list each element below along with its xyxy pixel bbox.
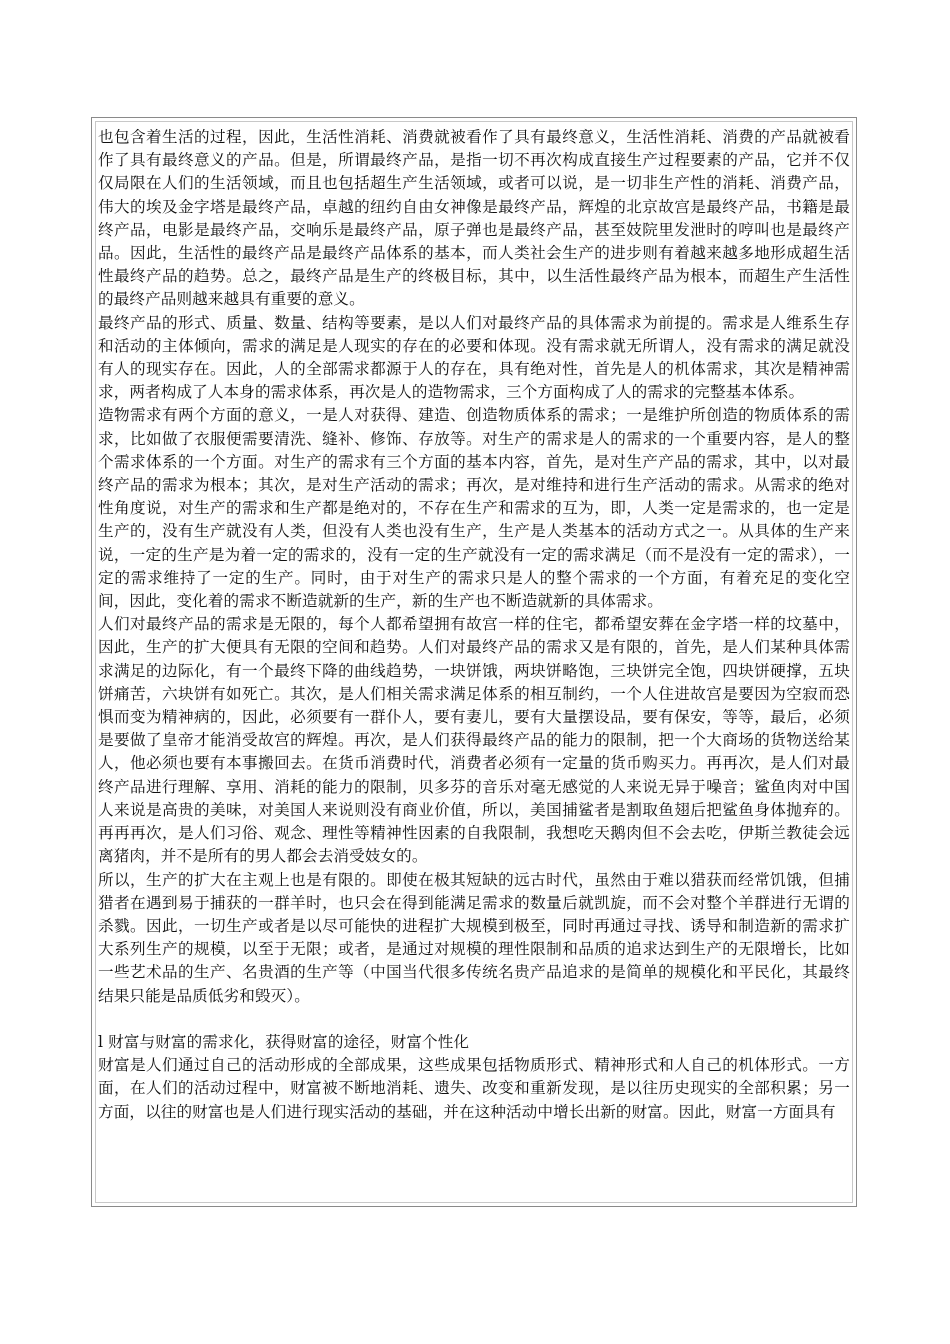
section-heading: l 财富与财富的需求化，获得财富的途径，财富个性化 bbox=[98, 1032, 470, 1051]
paragraph-2: 最终产品的形式、质量、数量、结构等要素，是以人们对最终产品的具体需求为前提的。需求是人维系生存和活动的主体倾向，需求的满足是人现实的存在的必要和体现。没有需求就无所谓人，没有需求的满足就没有人的现实存在。因此，人的全部需求都源于人的存在，具有绝对性，首先是人的机体需求，其次是精神需求，两者构成了人本身的需求体系，再次是人的造物需求，三个方面构成了人的需求的完整基本体系。 bbox=[98, 313, 850, 402]
document-frame bbox=[91, 117, 857, 1207]
paragraph-1: 也包含着生活的过程，因此，生活性消耗、消费就被看作了具有最终意义，生活性消耗、消费的产品就被看作了具有最终意义的产品。但是，所谓最终产品，是指一切不再次构成直接生产过程要素的产品，它并不仅仅局限在人们的生活领域，而且也包括超生产生活领域，或者可以说，是一切非生产性的消耗、消费产品，伟大的埃及金字塔是最终产品，卓越的纽约自由女神像是最终产品，辉煌的北京故宫是最终产品，书籍是最终产品，电影是最终产品，交响乐是最终产品，原子弹也是最终产品，甚至妓院里发泄时的哼叫也是最终产品。因此，生活性的最终产品是最终产品体系的基本，而人类社会生产的进步则有着越来越多地形成超生活性最终产品的趋势。总之，最终产品是生产的终极目标，其中，以生活性最终产品为根本，而超生产生活性的最终产品则越来越具有重要的意义。 bbox=[98, 128, 850, 309]
paragraph-3: 造物需求有两个方面的意义，一是人对获得、建造、创造物质体系的需求；一是维护所创造的物质体系的需求，比如做了衣服便需要清洗、缝补、修饰、存放等。对生产的需求是人的需求的一个重要内容，是人的整个需求体系的一个方面。对生产的需求有三个方面的基本内容，首先，是对生产产品的需求，其中，以对最终产品的需求为根本；其次，是对生产活动的需求；再次，是对维持和进行生产活动的需求。从需求的绝对性角度说，对生产的需求和生产都是绝对的，不存在生产和需求的互为，即，人类一定是需求的，也一定是生产的，没有生产就没有人类，但没有人类也没有生产，生产是人类基本的活动方式之一。从具体的生产来说，一定的生产是为着一定的需求的，没有一定的生产就没有一定的需求满足（而不是没有一定的需求），一定的需求维持了一定的生产。同时，由于对生产的需求只是人的整个需求的一个方面，有着充足的变化空间，因此，变化着的需求不断造就新的生产，新的生产也不断造就新的具体需求。 bbox=[98, 406, 850, 611]
document-body bbox=[98, 126, 850, 1124]
paragraph-6: 财富是人们通过自己的活动形成的全部成果，这些成果包括物质形式、精神形式和人自己的机体形式。一方面，在人们的活动过程中，财富被不断地消耗、遗失、改变和重新发现，是以往历史现实的全部积累；另一方面，以往的财富也是人们进行现实活动的基础，并在这种活动中增长出新的财富。因此，财富一方面具有 bbox=[98, 1056, 850, 1121]
paragraph-5: 所以，生产的扩大在主观上也是有限的。即使在极其短缺的远古时代，虽然由于难以猎获而经常饥饿，但捕猎者在遇到易于捕获的一群羊时，也只会在得到能满足需求的数量后就凯旋，而不会对整个羊群进行无谓的杀戮。因此，一切生产或者是以尽可能快的进程扩大规模到极至，同时再通过寻找、诱导和制造新的需求扩大系列生产的规模，以至于无限；或者，是通过对规模的理性限制和品质的追求达到生产的无限增长，比如一些艺术品的生产、名贵酒的生产等（中国当代很多传统名贵产品追求的是简单的规模化和平民化，其最终结果只能是品质低劣和毁灭）。 bbox=[98, 870, 850, 1005]
blank-line bbox=[98, 1008, 850, 1031]
paragraph-4: 人们对最终产品的需求是无限的，每个人都希望拥有故宫一样的住宅，都希望安葬在金字塔一样的坟墓中，因此，生产的扩大便具有无限的空间和趋势。人们对最终产品的需求又是有限的，首先，是人们某种具体需求满足的边际化，有一个最终下降的曲线趋势，一块饼饿，两块饼略饱，三块饼完全饱，四块饼硬撑，五块饼痛苦，六块饼有如死亡。其次，是人们相关需求满足体系的相互制约，一个人住进故宫是要因为空寂而恐惧而变为精神病的，因此，必须要有一群仆人，要有妻儿，要有大量摆设品，要有保安，等等，最后，必须是要做了皇帝才能消受故宫的辉煌。再次，是人们获得最终产品的能力的限制，把一个大商场的货物送给某人，他必须也要有本事搬回去。在货币消费时代，消费者必须有一定量的货币购买力。再再次，是人们对最终产品进行理解、享用、消耗的能力的限制，贝多芬的音乐对毫无感觉的人来说无异于噪音；鲨鱼肉对中国人来说是高贵的美味，对美国人来说则没有商业价值，所以，美国捕鲨者是割取鱼翅后把鲨鱼身体抛弃的。再再再次，是人们习俗、观念、理性等精神性因素的自我限制，我想吃天鹅肉但不会去吃，伊斯兰教徒会远离猪肉，并不是所有的男人都会去消受妓女的。 bbox=[98, 615, 850, 866]
